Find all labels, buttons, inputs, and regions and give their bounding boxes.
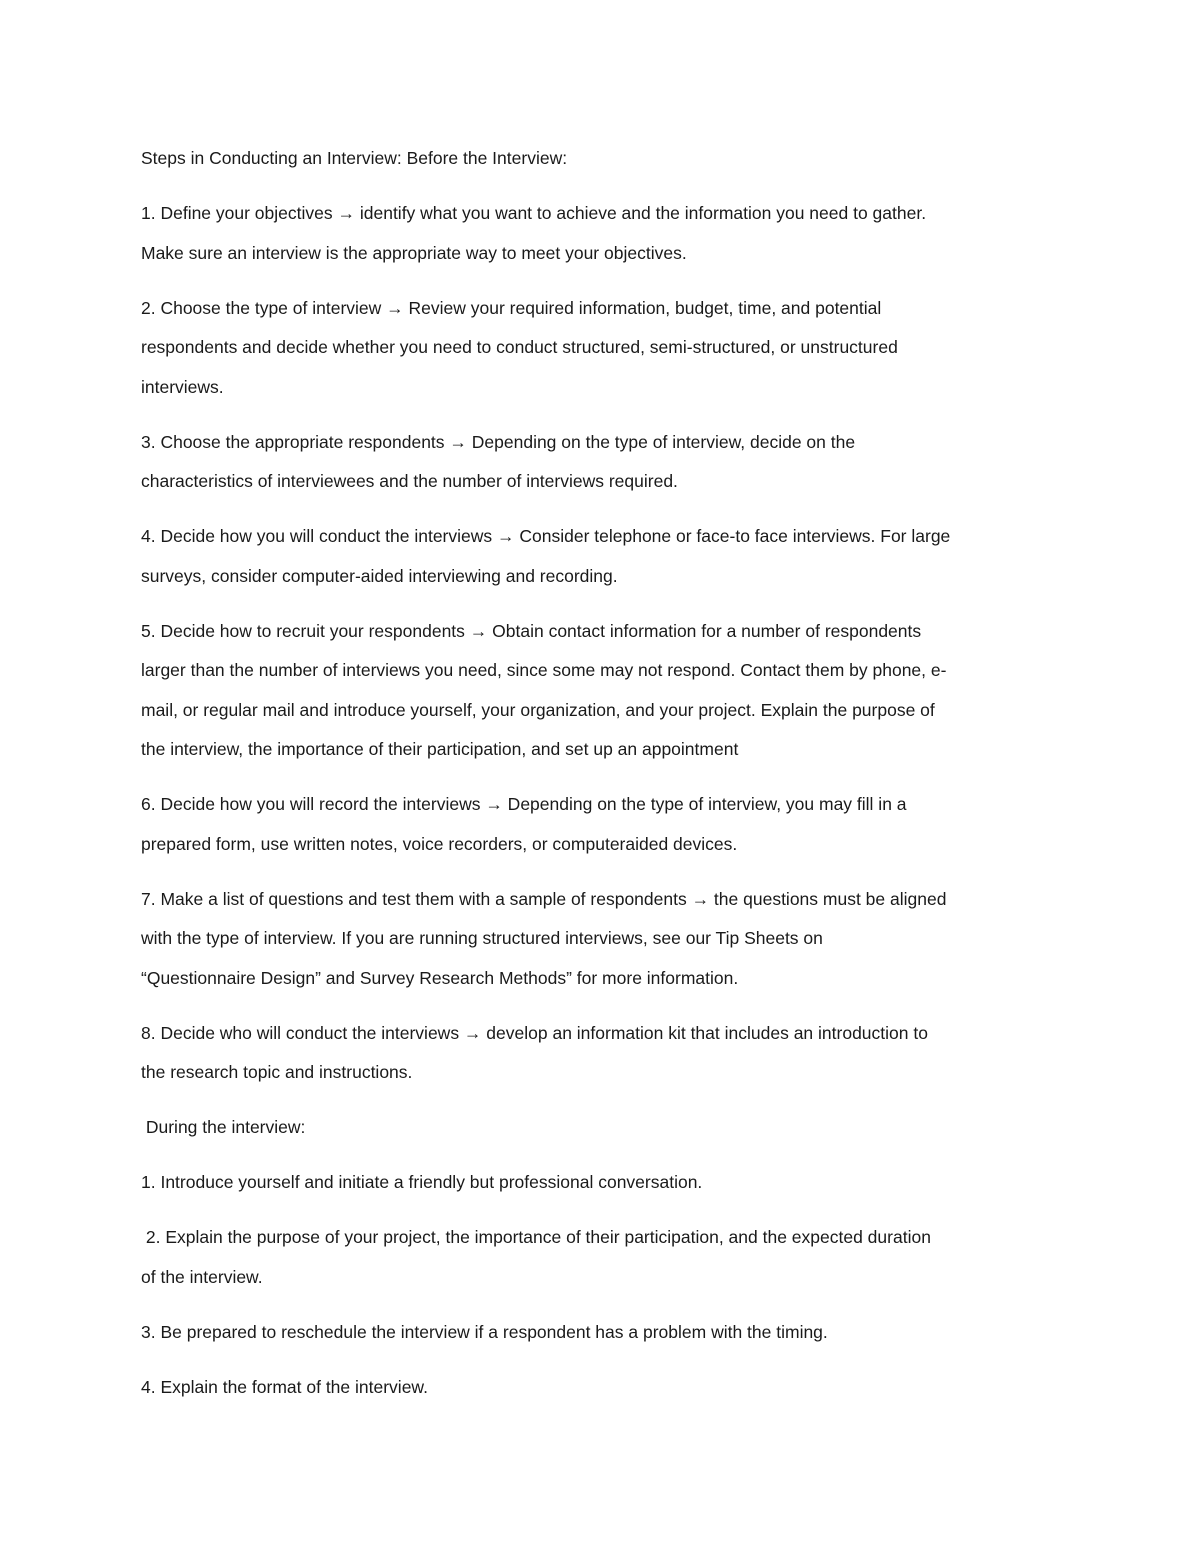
title-line: Steps in Conducting an Interview: Before the Interview:: [141, 148, 568, 168]
step-line: 6. Decide how you will record the interviews → Depending on the type of interview, you may fill in a: [141, 794, 907, 814]
step-line: the research topic and instructions.: [141, 1062, 413, 1082]
step-line: 1. Define your objectives → identify what you want to achieve and the information you need to gather.: [141, 203, 927, 223]
step-line: 7. Make a list of questions and test them with a sample of respondents → the questions must be aligned: [141, 888, 947, 909]
step-line: larger than the number of interviews you need, since some may not respond. Contact them by phone, e-: [141, 660, 947, 680]
during-interview-steps: [141, 1163, 1071, 1407]
before-step-1: [141, 194, 1071, 273]
before-interview-steps: [141, 194, 1071, 1093]
before-step-3: [141, 423, 1071, 502]
heading-line: During the interview:: [141, 1117, 306, 1137]
document-body: [141, 139, 1071, 1423]
step-line: characteristics of interviewees and the number of interviews required.: [141, 471, 678, 491]
step-line: 4. Explain the format of the interview.: [141, 1376, 428, 1397]
step-line: of the interview.: [141, 1266, 263, 1287]
before-step-2: [141, 289, 1071, 408]
before-step-4: [141, 517, 1071, 596]
during-step-2: [141, 1218, 1071, 1297]
step-line: “Questionnaire Design” and Survey Research Methods” for more information.: [141, 967, 739, 988]
step-line: 1. Introduce yourself and initiate a friendly but professional conversation.: [141, 1172, 703, 1192]
step-line: respondents and decide whether you need to conduct structured, semi-structured, or unstructured: [141, 337, 898, 357]
before-step-8: [141, 1014, 1071, 1093]
step-line: 3. Choose the appropriate respondents → Depending on the type of interview, decide on the: [141, 431, 856, 452]
during-step-1: [141, 1163, 1071, 1203]
during-heading: [141, 1108, 1071, 1148]
during-step-3: [141, 1313, 1071, 1353]
step-line: 4. Decide how you will conduct the interviews → Consider telephone or face-to face interviews. For large: [141, 526, 951, 546]
before-step-5: [141, 612, 1071, 770]
step-line: surveys, consider computer-aided interviewing and recording.: [141, 565, 618, 586]
step-line: 2. Explain the purpose of your project, the importance of their participation, and the expected duration: [141, 1227, 931, 1247]
step-line: 5. Decide how to recruit your respondents → Obtain contact information for a number of respondents: [141, 620, 922, 641]
step-line: 8. Decide who will conduct the interviews → develop an information kit that includes an introduction to: [141, 1022, 928, 1043]
step-line: with the type of interview. If you are running structured interviews, see our Tip Sheets on: [141, 928, 823, 948]
before-step-7: [141, 880, 1071, 999]
step-line: 2. Choose the type of interview → Review your required information, budget, time, and potential: [141, 297, 882, 318]
during-step-4: [141, 1368, 1071, 1408]
step-line: 3. Be prepared to reschedule the interview if a respondent has a problem with the timing.: [141, 1321, 828, 1342]
step-line: mail, or regular mail and introduce yourself, your organization, and your project. Explain the purpose of: [141, 699, 935, 720]
step-line: prepared form, use written notes, voice recorders, or computeraided devices.: [141, 833, 738, 854]
step-line: interviews.: [141, 376, 224, 397]
step-line: the interview, the importance of their participation, and set up an appointment: [141, 739, 739, 759]
before-step-6: [141, 785, 1071, 864]
step-line: Make sure an interview is the appropriate way to meet your objectives.: [141, 242, 687, 263]
document-title: [141, 139, 1071, 179]
